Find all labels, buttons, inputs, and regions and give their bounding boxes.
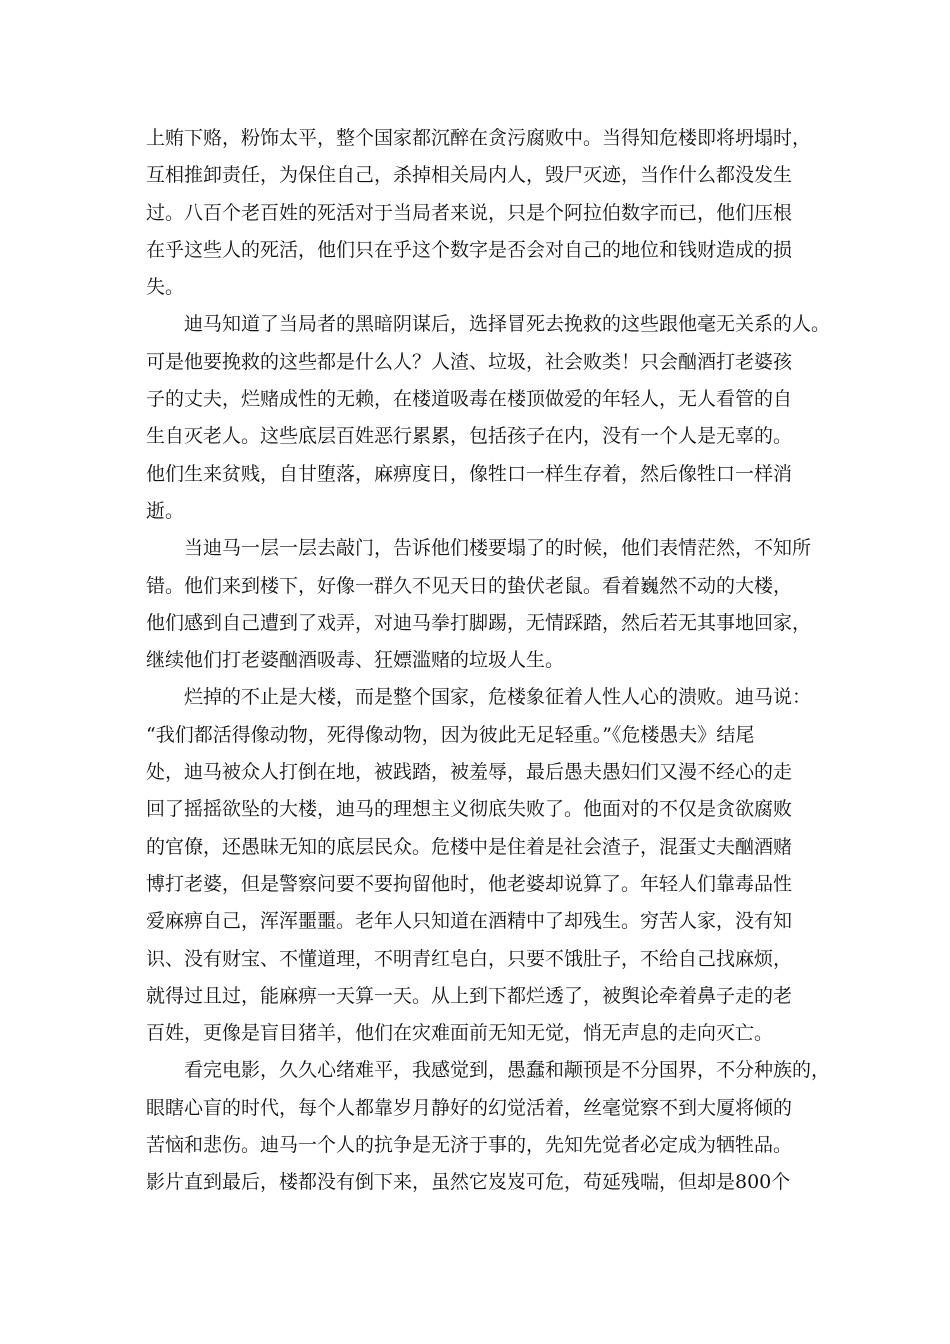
text-line: 生自灭老人。这些底层百姓恶行累累，包括孩子在内，没有一个人是无辜的。 [146,425,793,448]
text-line: “我们都活得像动物，死得像动物，因为彼此无足轻重。”《危楼愚夫》结尾 [146,723,755,746]
text-line: 他们生来贫贱，自甘堕落，麻痹度日，像牲口一样生存着，然后像牲口一样消 [146,462,793,485]
text-line: 上贿下赂，粉饰太平，整个国家都沉醉在贪污腐败中。当得知危楼即将坍塌时， [146,127,812,149]
text-line: 在乎这些人的死活，他们只在乎这个数字是否会对自己的地位和钱财造成的损 [146,238,793,261]
text-line: 可是他要挽救的这些都是什么人？人渣、垃圾，社会败类！只会酗酒打老婆孩 [146,350,793,373]
text-line: 继续他们打老婆酗酒吸毒、狂嫖滥赌的垃圾人生。 [146,649,565,672]
text-line: 就得过且过，能麻痹一天算一天。从上到下都烂透了，被舆论牵着鼻子走的老 [146,984,793,1007]
text-line: 百姓，更像是盲目猪羊，他们在灾难面前无知无觉，悄无声息的走向灭亡。 [146,1022,774,1045]
text-line: 苦恼和悲伤。迪马一个人的抗争是无济于事的，先知先觉者必定成为牺牲品。 [146,1134,793,1157]
text-line: 识、没有财宝、不懂道理，不明青红皂白，只要不饿肚子，不给自己找麻烦， [146,947,793,970]
text-line: 影片直到最后，楼都没有倒下来，虽然它岌岌可危，苟延残喘，但却是800个 [146,1171,791,1194]
text-line: 处，迪马被众人打倒在地，被践踏，被羞辱，最后愚夫愚妇们又漫不经心的走 [146,761,793,784]
text-line: 回了摇摇欲坠的大楼，迪马的理想主义彻底失败了。他面对的不仅是贪欲腐败 [146,798,793,821]
text-line: 博打老婆，但是警察问要不要拘留他时，他老婆却说算了。年轻人们靠毒品性 [146,872,793,895]
text-line: 子的丈夫，烂赌成性的无赖，在楼道吸毒在楼顶做爱的年轻人，无人看管的自 [146,388,793,411]
text-line: 逝。 [146,499,185,522]
text-line: 失。 [146,276,185,299]
paragraph-first-line: 当迪马一层一层去敲门，告诉他们楼要塌了的时候，他们表情茫然，不知所 [146,537,812,560]
text-line: 互相推卸责任，为保住自己，杀掉相关局内人，毁尸灭迹，当作什么都没发生 [146,164,793,187]
text-line: 的官僚，还愚昧无知的底层民众。危楼中是住着是社会渣子，混蛋丈夫酗酒赌 [146,835,793,858]
text-line: 眼瞎心盲的时代，每个人都靠岁月静好的幻觉活着，丝毫觉察不到大厦将倾的 [146,1096,793,1119]
text-line: 爱麻痹自己，浑浑噩噩。老年人只知道在酒精中了却残生。穷苦人家，没有知 [146,910,793,933]
text-line: 错。他们来到楼下，好像一群久不见天日的蛰伏老鼠。看着巍然不动的大楼， [146,574,793,597]
paragraph-first-line: 烂掉的不止是大楼，而是整个国家，危楼象征着人性人心的溃败。迪马说： [146,686,812,709]
paragraph-first-line: 看完电影，久久心绪难平，我感觉到，愚蠢和颟顸是不分国界，不分种族的， [146,1059,831,1082]
text-line: 过。八百个老百姓的死活对于当局者来说，只是个阿拉伯数字而已，他们压根 [146,201,793,224]
text-line: 他们感到自己遭到了戏弄，对迪马拳打脚踢，无情踩踏，然后若无其事地回家， [146,611,812,634]
paragraph-first-line: 迪马知道了当局者的黑暗阴谋后，选择冒死去挽救的这些跟他毫无关系的人。 [146,313,831,336]
article-body [146,120,831,1202]
